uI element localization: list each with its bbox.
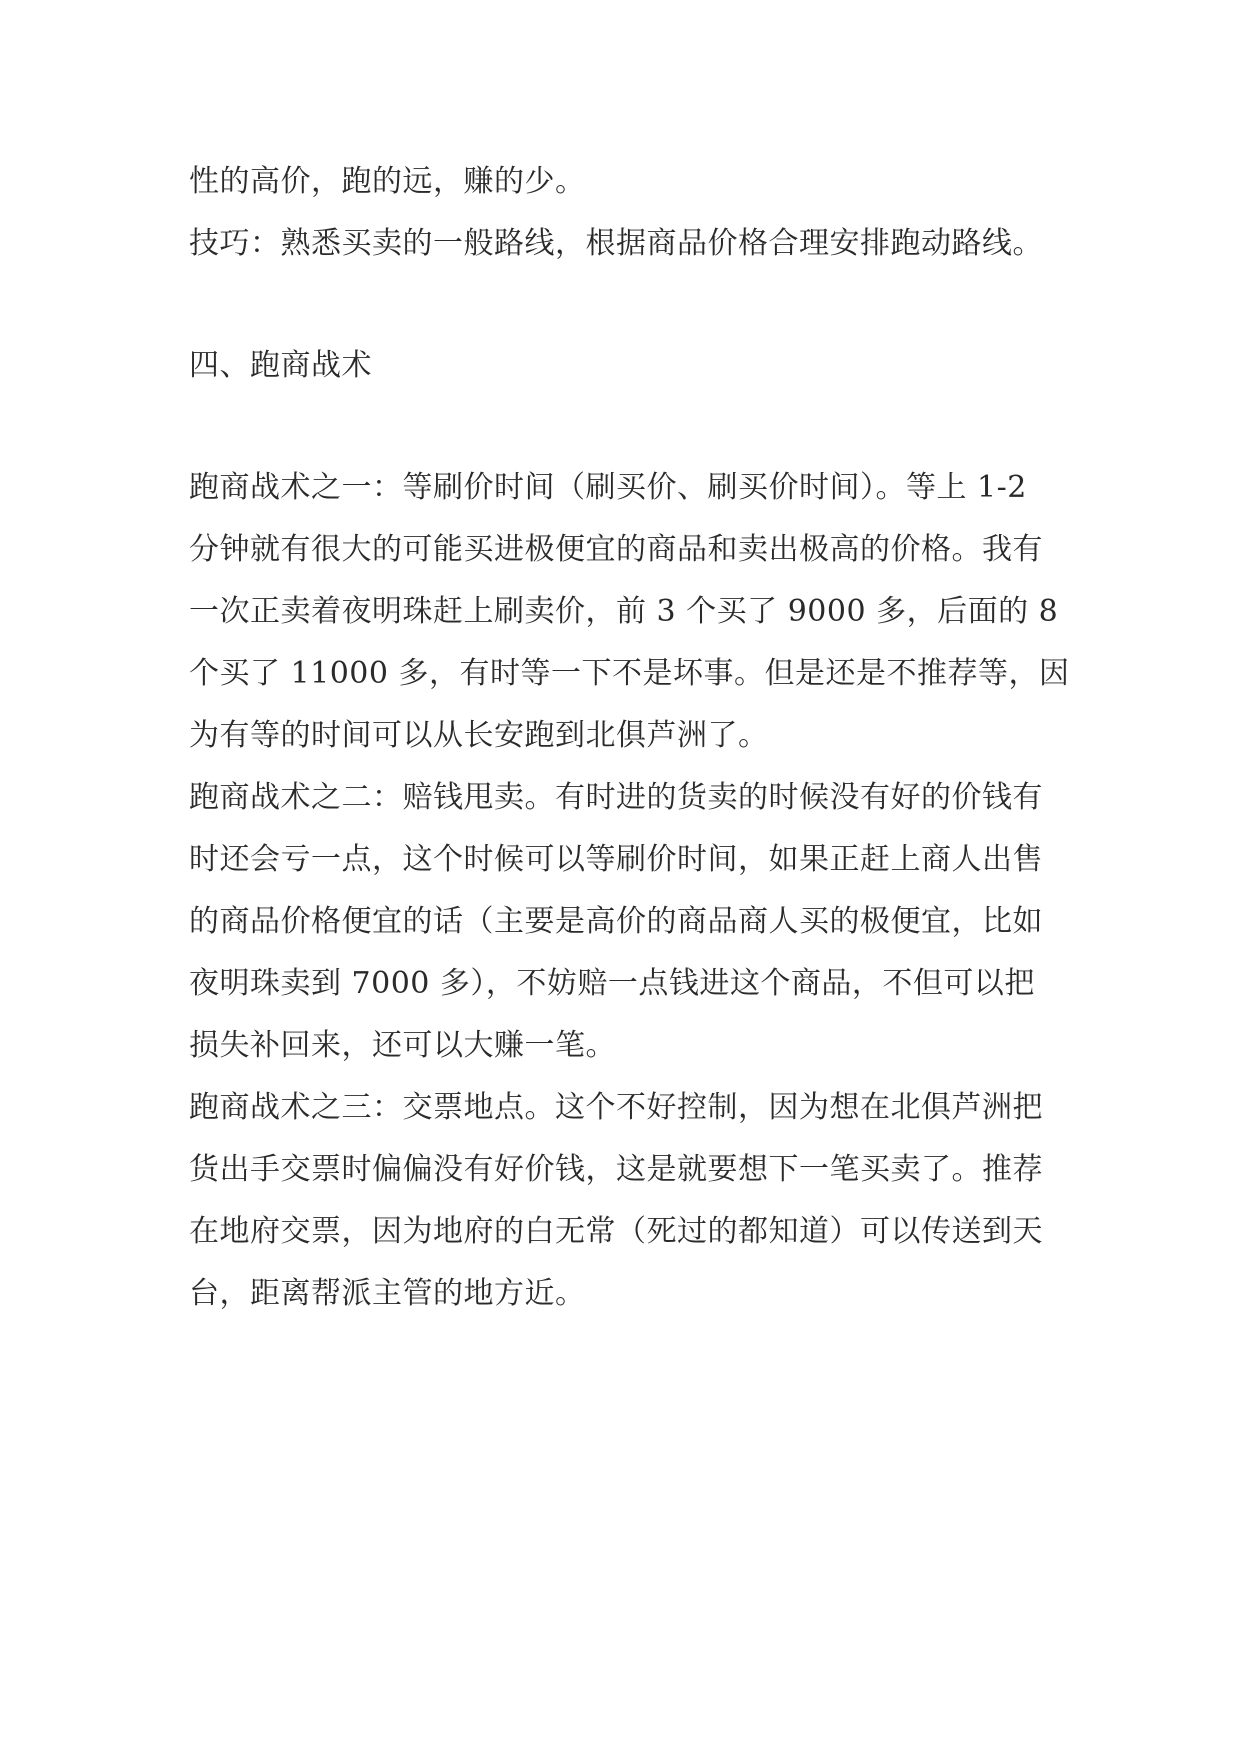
text-line: 为有等的时间可以从长安跑到北俱芦洲了。 bbox=[189, 718, 769, 753]
text-line: 时还会亏一点，这个时候可以等刷价时间，如果正赶上商人出售 bbox=[189, 842, 1043, 877]
text-line: 一次正卖着夜明珠赶上刷卖价，前 3 个买了 9000 多，后面的 8 bbox=[189, 594, 1059, 629]
paragraph-gap bbox=[189, 397, 1059, 457]
text-line: 跑商战术之二：赔钱甩卖。有时进的货卖的时候没有好的价钱有 bbox=[189, 780, 1043, 815]
text-line: 的商品价格便宜的话（主要是高价的商品商人买的极便宜，比如 bbox=[189, 904, 1043, 939]
text-line: 性的高价，跑的远，赚的少。 bbox=[189, 164, 586, 199]
text-line: 货出手交票时偏偏没有好价钱，这是就要想下一笔买卖了。推荐 bbox=[189, 1152, 1043, 1187]
text-line: 个买了 11000 多，有时等一下不是坏事。但是还是不推荐等，因 bbox=[189, 656, 1070, 691]
paragraph-gap bbox=[189, 275, 1059, 335]
text-line: 在地府交票，因为地府的白无常（死过的都知道）可以传送到天 bbox=[189, 1214, 1043, 1249]
text-line: 台，距离帮派主管的地方近。 bbox=[189, 1276, 586, 1311]
text-line: 分钟就有很大的可能买进极便宜的商品和卖出极高的价格。我有 bbox=[189, 532, 1043, 567]
document-body bbox=[189, 151, 1070, 1325]
text-line: 跑商战术之三：交票地点。这个不好控制，因为想在北俱芦洲把 bbox=[189, 1090, 1043, 1125]
text-line: 损失补回来，还可以大赚一笔。 bbox=[189, 1028, 616, 1063]
section-heading: 四、跑商战术 bbox=[189, 348, 372, 383]
text-line: 跑商战术之一：等刷价时间（刷买价、刷买价时间）。等上 1-2 bbox=[189, 470, 1027, 505]
text-line: 技巧：熟悉买卖的一般路线，根据商品价格合理安排跑动路线。 bbox=[189, 226, 1043, 261]
text-line: 夜明珠卖到 7000 多），不妨赔一点钱进这个商品，不但可以把 bbox=[189, 966, 1035, 1001]
